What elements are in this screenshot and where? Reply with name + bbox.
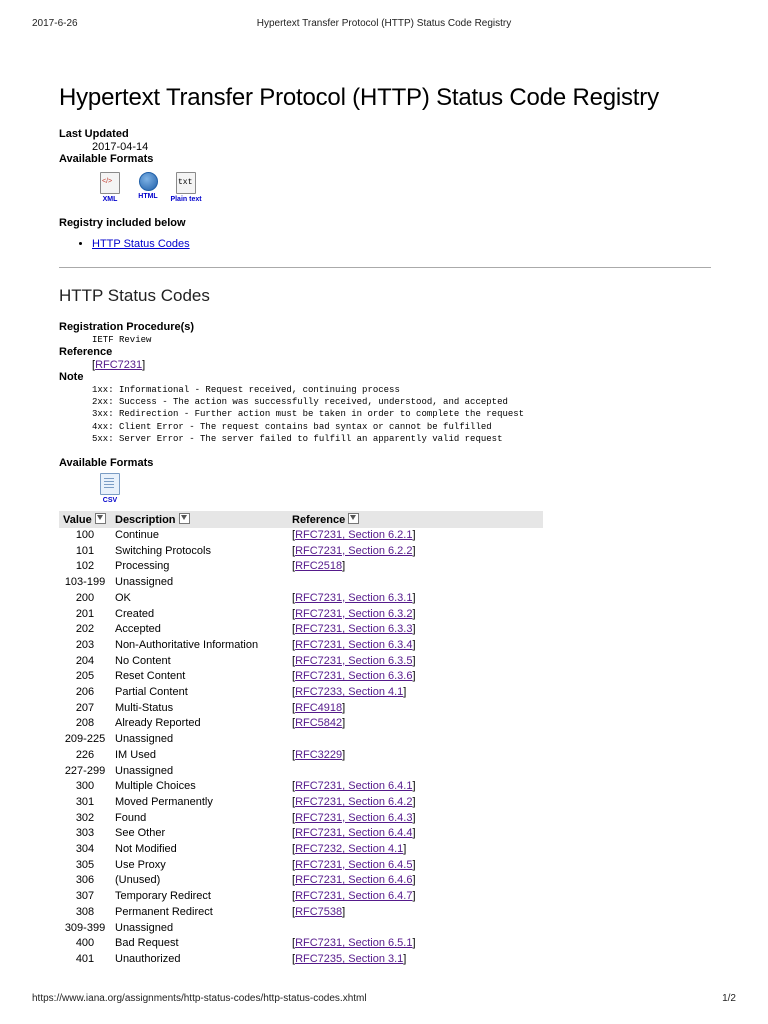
format-csv-link[interactable]: [96, 473, 124, 504]
status-code-value: 209-225: [64, 733, 106, 746]
registration-value: IETF Review: [92, 335, 152, 345]
reference-link[interactable]: RFC7231, Section 6.5.1: [295, 937, 413, 950]
table-header-row: [59, 511, 543, 528]
registry-toc: [59, 237, 711, 251]
status-code-description: Unassigned: [115, 921, 174, 934]
reference-link[interactable]: RFC7231, Section 6.4.5: [295, 858, 413, 871]
status-code-value: 309-399: [64, 921, 106, 934]
table-row: [59, 701, 543, 717]
note-block: [92, 384, 711, 445]
reference-link[interactable]: RFC4918: [295, 701, 343, 714]
format-label: HTML: [138, 193, 158, 200]
status-code-reference: [RFC7231, Section 6.4.6]: [292, 874, 416, 887]
reference-link[interactable]: RFC7235, Section 3.1: [295, 953, 404, 965]
table-row: [59, 622, 543, 638]
status-code-description: Unauthorized: [115, 953, 181, 965]
status-code-description: Not Modified: [115, 843, 177, 856]
section-meta: [59, 321, 711, 445]
last-updated-label: Last Updated: [59, 128, 129, 140]
registration-label: Registration Procedure(s): [59, 321, 195, 333]
table-row: [59, 921, 543, 937]
status-code-reference: [RFC7233, Section 4.1]: [292, 686, 407, 699]
status-code-value: 308: [75, 905, 95, 918]
table-row: [59, 764, 543, 780]
column-header-reference[interactable]: [288, 511, 543, 528]
available-formats-label: Available Formats: [59, 153, 154, 165]
status-code-value: 101: [75, 544, 95, 557]
status-code-reference: [RFC7231, Section 6.3.3]: [292, 623, 416, 636]
page-title: Hypertext Transfer Protocol (HTTP) Status Code Registry: [59, 84, 659, 111]
status-code-value: 303: [75, 827, 95, 840]
status-code-description: (Unused): [115, 874, 161, 887]
status-code-reference: [RFC7231, Section 6.2.2]: [292, 544, 416, 557]
reference-link[interactable]: RFC7231, Section 6.3.4: [295, 638, 413, 651]
status-code-value: 206: [75, 686, 95, 699]
format-xml-link[interactable]: [96, 172, 124, 203]
status-code-description: No Content: [115, 654, 171, 667]
table-row: [59, 826, 543, 842]
status-code-value: 203: [75, 638, 95, 651]
status-code-description: IM Used: [115, 748, 156, 761]
table-row: [59, 732, 543, 748]
column-header-value[interactable]: [59, 511, 111, 528]
table-body: [59, 528, 543, 968]
status-code-reference: [RFC7231, Section 6.4.5]: [292, 858, 416, 871]
reference-link[interactable]: RFC7233, Section 4.1: [295, 686, 404, 699]
reference-value: [RFC7231]: [92, 359, 146, 371]
status-code-value: 201: [75, 607, 95, 620]
status-code-description: Permanent Redirect: [115, 905, 213, 918]
status-code-reference: [RFC7538]: [292, 905, 346, 918]
status-code-value: 401: [75, 953, 95, 965]
status-code-reference: [RFC7232, Section 4.1]: [292, 843, 407, 856]
sort-icon[interactable]: [348, 513, 359, 524]
column-header-label: Description: [115, 514, 176, 527]
table-row: [59, 528, 543, 544]
format-label: Plain text: [170, 196, 202, 203]
registry-formats: [96, 172, 711, 203]
status-code-value: 306: [75, 874, 95, 887]
html-globe-icon: [139, 172, 158, 191]
table-row: [59, 544, 543, 560]
status-code-description: Partial Content: [115, 686, 188, 699]
status-code-reference: [RFC7231, Section 6.4.7]: [292, 890, 416, 903]
reference-link[interactable]: RFC7231, Section 6.2.2: [295, 544, 413, 557]
status-code-description: Moved Permanently: [115, 795, 213, 808]
status-code-description: OK: [115, 591, 131, 604]
status-code-description: Bad Request: [115, 937, 179, 950]
column-header-label: Value: [63, 514, 92, 527]
status-code-value: 100: [75, 529, 95, 542]
sort-icon[interactable]: [95, 513, 106, 524]
reference-link[interactable]: RFC7231, Section 6.4.4: [295, 827, 413, 840]
status-code-description: Found: [115, 811, 147, 824]
print-page-number: 1/2: [722, 993, 736, 1004]
note-label: Note: [59, 371, 84, 383]
status-code-description: Unassigned: [115, 733, 174, 746]
status-code-reference: [RFC7231, Section 6.3.2]: [292, 607, 416, 620]
toc-link-http-status-codes[interactable]: HTTP Status Codes: [92, 238, 190, 250]
status-code-reference: [RFC2518]: [292, 560, 346, 573]
table-row: [59, 591, 543, 607]
table-row: [59, 811, 543, 827]
status-code-value: 227-299: [64, 764, 106, 777]
print-title: Hypertext Transfer Protocol (HTTP) Status Code Registry: [256, 18, 512, 29]
reference-link[interactable]: RFC7231, Section 6.4.7: [295, 890, 413, 903]
status-code-reference: [288, 575, 543, 591]
status-code-description: Already Reported: [115, 717, 201, 730]
table-row: [59, 779, 543, 795]
status-code-description: Switching Protocols: [115, 544, 211, 557]
status-code-reference: [RFC3229]: [292, 748, 346, 761]
status-code-description: Non-Authoritative Information: [115, 638, 259, 651]
status-code-description: Reset Content: [115, 670, 186, 683]
status-code-description: Continue: [115, 529, 160, 542]
status-code-reference: [RFC7231, Section 6.4.4]: [292, 827, 416, 840]
status-code-value: 300: [75, 780, 95, 793]
reference-link[interactable]: RFC7231, Section 6.4.1: [295, 780, 413, 793]
status-code-description: Use Proxy: [115, 858, 166, 871]
toc-item: [92, 237, 711, 251]
section-formats-label: Available Formats: [59, 457, 154, 470]
column-header-label: Reference: [292, 514, 346, 527]
status-code-value: 200: [75, 591, 95, 604]
status-code-value: 305: [75, 858, 95, 871]
table-row: [59, 842, 543, 858]
status-code-reference: [RFC7231, Section 6.3.6]: [292, 670, 416, 683]
status-code-reference: [RFC7235, Section 3.1]: [292, 953, 407, 965]
sort-icon[interactable]: [179, 513, 190, 524]
table-row: [59, 795, 543, 811]
reference-link[interactable]: RFC7231, Section 6.3.6: [295, 670, 413, 683]
status-codes-table: [59, 511, 543, 968]
status-code-reference: [288, 732, 543, 748]
reference-link[interactable]: RFC7231: [95, 359, 143, 371]
reference-label: Reference: [59, 346, 113, 358]
reference-link[interactable]: RFC7232, Section 4.1: [295, 843, 404, 856]
reference-link[interactable]: RFC2518: [295, 560, 343, 573]
status-code-reference: [RFC7231, Section 6.4.1]: [292, 780, 416, 793]
status-code-description: Unassigned: [115, 576, 174, 589]
table-row: [59, 952, 543, 968]
section-formats: [96, 473, 711, 504]
status-code-description: See Other: [115, 827, 166, 840]
table-row: [59, 685, 543, 701]
note-line: 5xx: Server Error - The server failed to fulfill an apparently valid request: [92, 433, 503, 444]
format-label: XML: [102, 196, 118, 203]
table-row: [59, 669, 543, 685]
status-code-reference: [RFC7231, Section 6.3.1]: [292, 591, 416, 604]
last-updated-value: 2017-04-14: [92, 141, 149, 153]
status-code-reference: [RFC7231, Section 6.4.2]: [292, 795, 416, 808]
status-code-description: Multi-Status: [115, 701, 174, 714]
status-code-description: Accepted: [115, 623, 161, 636]
reference-link[interactable]: RFC7231, Section 6.4.6: [295, 874, 413, 887]
status-code-reference: [RFC5842]: [292, 717, 346, 730]
table-row: [59, 889, 543, 905]
status-code-reference: [288, 764, 543, 780]
reference-link[interactable]: RFC7231, Section 6.3.1: [295, 591, 413, 604]
table-row: [59, 575, 543, 591]
status-code-value: 102: [75, 560, 95, 573]
status-code-value: 304: [75, 843, 95, 856]
status-code-value: 208: [75, 717, 95, 730]
status-code-reference: [288, 921, 543, 937]
registry-meta: [59, 128, 711, 166]
table-row: [59, 638, 543, 654]
status-code-value: 205: [75, 670, 95, 683]
reference-link[interactable]: RFC7231, Section 6.2.1: [295, 529, 413, 542]
print-url: https://www.iana.org/assignments/http-status-codes/http-status-codes.xhtml: [32, 993, 367, 1004]
csv-file-icon: [100, 473, 120, 495]
reference-link[interactable]: RFC7538: [295, 905, 343, 918]
xml-file-icon: [100, 172, 120, 194]
print-header: [32, 18, 736, 32]
table-row: [59, 873, 543, 889]
registry-included-label: Registry included below: [59, 217, 186, 229]
status-code-reference: [RFC7231, Section 6.3.4]: [292, 638, 416, 651]
section-divider: [59, 267, 711, 268]
reference-link[interactable]: RFC3229: [295, 748, 343, 761]
reference-link[interactable]: RFC7231, Section 6.3.5: [295, 654, 413, 667]
main-content: [59, 84, 711, 968]
status-code-value: 400: [75, 937, 95, 950]
section-title: HTTP Status Codes: [59, 286, 210, 305]
reference-link[interactable]: RFC7231, Section 6.4.3: [295, 811, 413, 824]
table-row: [59, 559, 543, 575]
print-date: 2017-6-26: [32, 18, 78, 29]
status-code-value: 301: [75, 795, 95, 808]
format-text-link[interactable]: [172, 172, 200, 203]
table-row: [59, 858, 543, 874]
status-code-value: 202: [75, 623, 95, 636]
status-code-value: 307: [75, 890, 95, 903]
note-line: 4xx: Client Error - The request contains bad syntax or cannot be fulfilled: [92, 421, 492, 432]
status-code-value: 103-199: [64, 576, 106, 589]
note-line: 2xx: Success - The action was successfully received, understood, and accepted: [92, 397, 508, 408]
status-code-reference: [RFC7231, Section 6.3.5]: [292, 654, 416, 667]
reference-link[interactable]: RFC7231, Section 6.3.2: [295, 607, 413, 620]
note-line: 1xx: Informational - Request received, continuing process: [92, 385, 400, 395]
status-code-value: 302: [75, 811, 95, 824]
status-code-value: 207: [75, 701, 95, 714]
reference-link[interactable]: RFC7231, Section 6.3.3: [295, 623, 413, 636]
format-html-link[interactable]: [134, 172, 162, 203]
status-code-description: Created: [115, 607, 155, 620]
column-header-description[interactable]: [111, 511, 288, 528]
status-code-value: 204: [75, 654, 95, 667]
status-code-reference: [RFC7231, Section 6.2.1]: [292, 529, 416, 542]
status-code-description: Processing: [115, 560, 170, 573]
table-row: [59, 607, 543, 623]
reference-link[interactable]: RFC7231, Section 6.4.2: [295, 795, 413, 808]
text-file-icon: [176, 172, 196, 194]
format-label: CSV: [102, 497, 118, 505]
status-code-reference: [RFC7231, Section 6.4.3]: [292, 811, 416, 824]
status-code-value: 226: [75, 748, 95, 761]
table-row: [59, 654, 543, 670]
table-row: [59, 716, 543, 732]
table-row: [59, 905, 543, 921]
status-code-reference: [RFC4918]: [292, 701, 346, 714]
status-code-description: Unassigned: [115, 764, 174, 777]
note-line: 3xx: Redirection - Further action must be taken in order to complete the request: [92, 409, 525, 420]
status-code-description: Multiple Choices: [115, 780, 196, 793]
table-row: [59, 936, 543, 952]
status-code-description: Temporary Redirect: [115, 890, 211, 903]
table-row: [59, 748, 543, 764]
print-footer: [32, 993, 736, 1007]
status-code-reference: [RFC7231, Section 6.5.1]: [292, 937, 416, 950]
reference-link[interactable]: RFC5842: [295, 717, 343, 730]
